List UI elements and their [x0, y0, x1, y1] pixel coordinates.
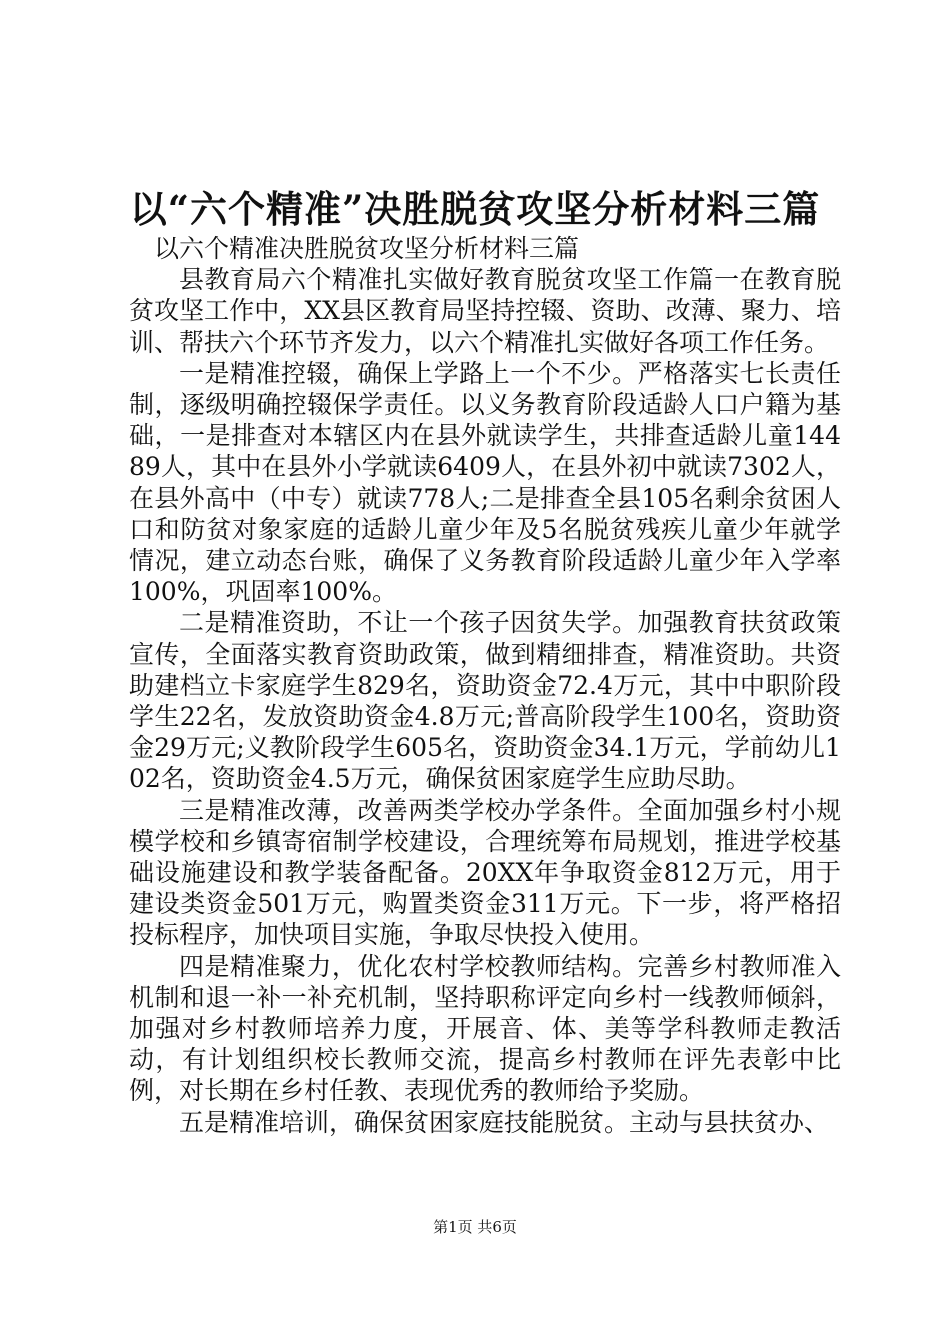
document-subtitle: 以六个精准决胜脱贫攻坚分析材料三篇	[154, 234, 580, 263]
paragraph-teacher-structure: 四是精准聚力，优化农村学校教师结构。完善乡村教师准入机制和退一补一补充机制，坚持职称评定向乡村一线教师倾斜，加强对乡村教师培养力度，开展音、体、美等学科教师走教活动，有计划组织校长教师交流，提高乡村教师在评先表彰中比例，对长期在乡村任教、表现优秀的教师给予奖励。	[129, 951, 841, 1106]
document-body	[129, 233, 841, 1138]
paragraph-school-improvement: 三是精准改薄，改善两类学校办学条件。全面加强乡村小规模学校和乡镇寄宿制学校建设，合理统筹布局规划，推进学校基础设施建设和教学装备配备。20XX年争取资金812万元，用于建设类资金501万元，购置类资金311万元。下一步，将严格招投标程序，加快项目实施，争取尽快投入使用。	[129, 795, 841, 950]
document-title: 以“六个精准”决胜脱贫攻坚分析材料三篇	[129, 187, 821, 231]
page-number-footer: 第1页 共6页	[433, 1218, 517, 1236]
paragraph-financial-aid: 二是精准资助，不让一个孩子因贫失学。加强教育扶贫政策宣传，全面落实教育资助政策，做到精细排查，精准资助。共资助建档立卡家庭学生829名，资助资金72.4万元，其中中职阶段学生22名，发放资助资金4.8万元;普高阶段学生100名，资助资金29万元;义教阶段学生605名，资助资金34.1万元，学前幼儿102名，资助资金4.5万元，确保贫困家庭学生应助尽助。	[129, 608, 841, 794]
paragraph-intro: 县教育局六个精准扎实做好教育脱贫攻坚工作篇一在教育脱贫攻坚工作中，XX县区教育局坚持控辍、资助、改薄、聚力、培训、帮扶六个环节齐发力，以六个精准扎实做好各项工作任务。	[129, 265, 841, 357]
paragraph-control-dropout: 一是精准控辍，确保上学路上一个不少。严格落实七长责任制，逐级明确控辍保学责任。以义务教育阶段适龄人口户籍为基础，一是排查对本辖区内在县外就读学生，共排查适龄儿童14489人，其中在县外小学就读6409人，在县外初中就读7302人，在县外高中（中专）就读778人;二是排查全县105名剩余贫困人口和防贫对象家庭的适龄儿童少年及5名脱贫残疾儿童少年就学情况，建立动态台账，确保了义务教育阶段适龄儿童少年入学率100%，巩固率100%。	[129, 358, 841, 607]
paragraph-training: 五是精准培训，确保贫困家庭技能脱贫。主动与县扶贫办、	[179, 1107, 830, 1137]
